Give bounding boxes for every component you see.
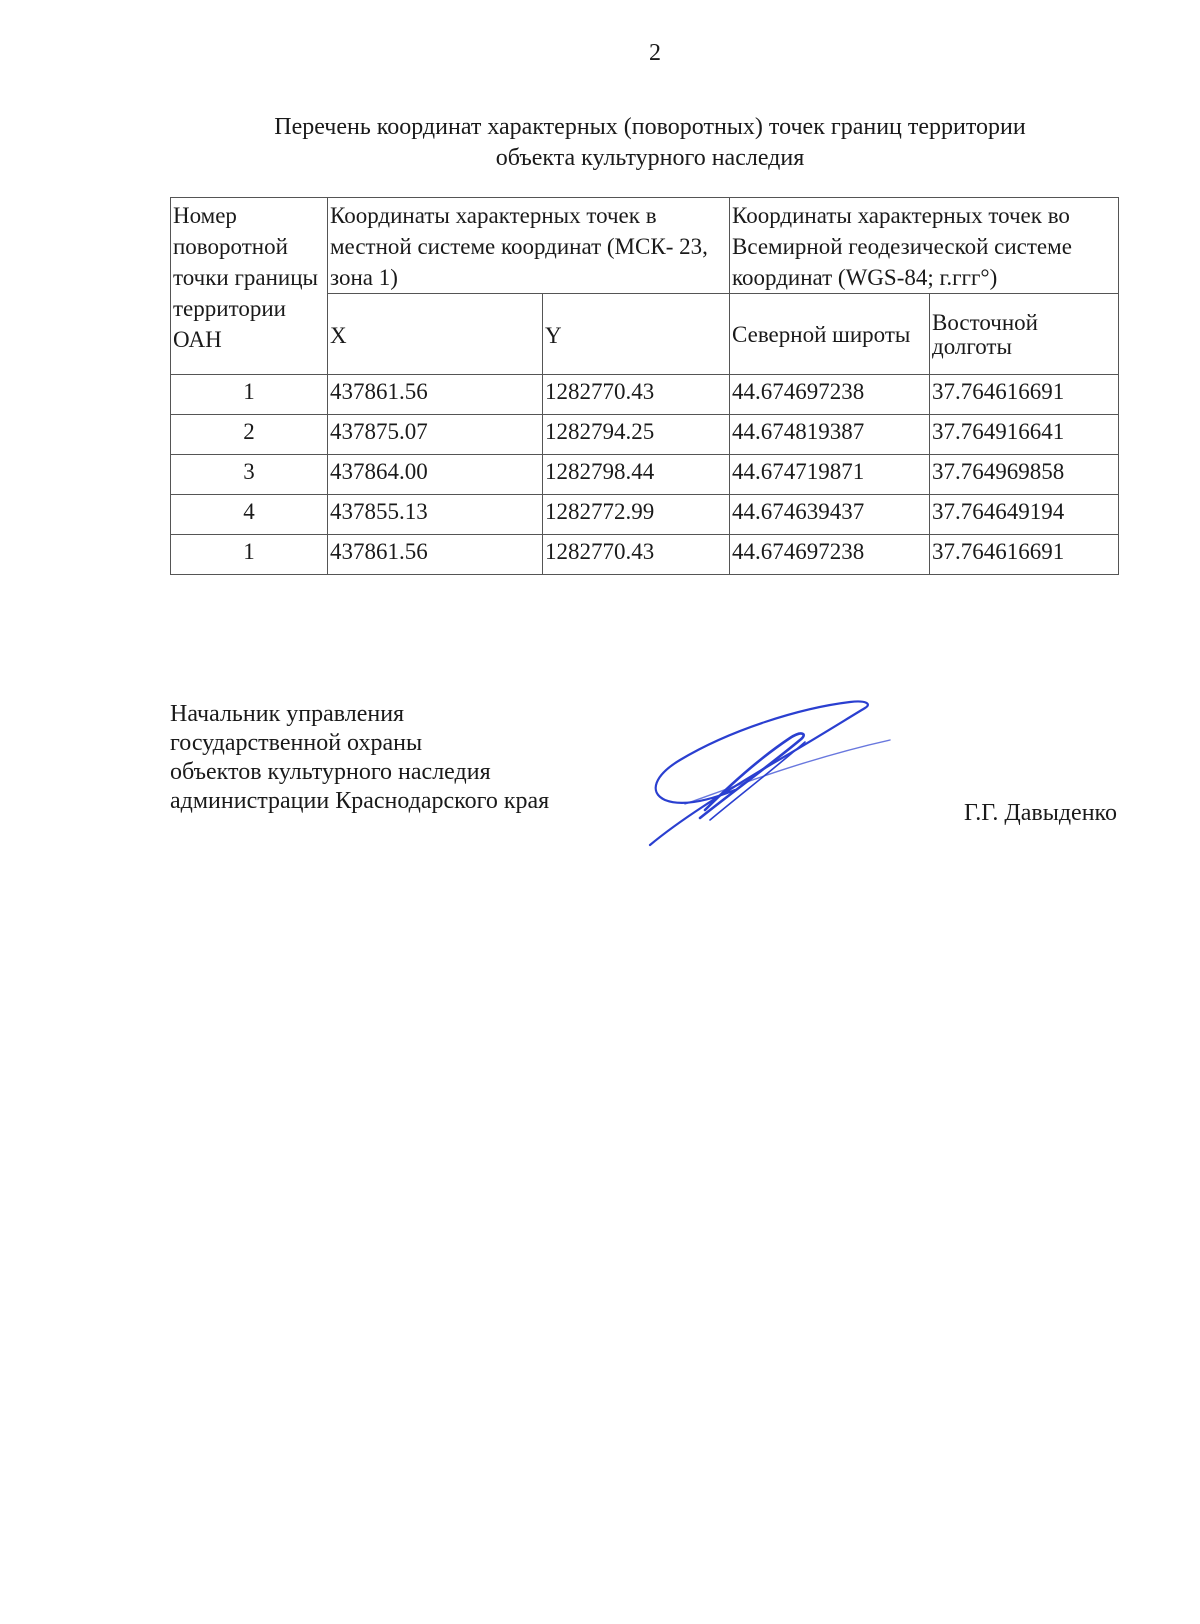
- cell-longitude: 37.764616691: [930, 375, 1119, 415]
- cell-point-number: 3: [171, 455, 328, 495]
- signatory-position-line: Начальник управления: [170, 701, 405, 727]
- signatory-name: Г.Г. Давыденко: [964, 800, 1117, 826]
- table-row: [171, 535, 1119, 575]
- cell-point-number: 1: [171, 535, 328, 575]
- table-row: [171, 495, 1119, 535]
- table-row: [171, 415, 1119, 455]
- cell-longitude: 37.764649194: [930, 495, 1119, 535]
- header-wgs-coordinates: Координаты характерных точек во Всемирной геодезической системе координат (WGS-84; г.ггг°): [730, 198, 1119, 294]
- handwritten-signature-icon: [640, 700, 940, 850]
- header-y: Y: [543, 294, 730, 375]
- cell-latitude: 44.674697238: [730, 535, 930, 575]
- cell-point-number: 2: [171, 415, 328, 455]
- cell-y: 1282798.44: [543, 455, 730, 495]
- header-x: X: [328, 294, 543, 375]
- cell-latitude: 44.674819387: [730, 415, 930, 455]
- cell-latitude: 44.674719871: [730, 455, 930, 495]
- cell-longitude: 37.764616691: [930, 535, 1119, 575]
- cell-longitude: 37.764916641: [930, 415, 1119, 455]
- cell-y: 1282772.99: [543, 495, 730, 535]
- header-local-coordinates: Координаты характерных точек в местной системе координат (МСК- 23, зона 1): [328, 198, 730, 294]
- header-east-longitude: Восточной долготы: [930, 294, 1119, 375]
- cell-y: 1282794.25: [543, 415, 730, 455]
- table-row: [171, 455, 1119, 495]
- cell-y: 1282770.43: [543, 375, 730, 415]
- cell-x: 437855.13: [328, 495, 543, 535]
- signatory-position: [170, 700, 549, 816]
- cell-point-number: 1: [171, 375, 328, 415]
- table-row: [171, 375, 1119, 415]
- header-north-latitude: Северной широты: [730, 294, 930, 375]
- cell-x: 437861.56: [328, 535, 543, 575]
- coordinates-table: [170, 197, 1119, 575]
- cell-latitude: 44.674697238: [730, 375, 930, 415]
- cell-latitude: 44.674639437: [730, 495, 930, 535]
- cell-y: 1282770.43: [543, 535, 730, 575]
- header-point-number: Номер поворотной точки границы территории ОАН: [171, 198, 328, 375]
- table-header-row: [171, 198, 1119, 294]
- cell-x: 437864.00: [328, 455, 543, 495]
- document-title: [170, 112, 1130, 174]
- cell-x: 437861.56: [328, 375, 543, 415]
- cell-longitude: 37.764969858: [930, 455, 1119, 495]
- signatory-position-line: администрации Краснодарского края: [170, 788, 550, 814]
- cell-x: 437875.07: [328, 415, 543, 455]
- signatory-position-line: государственной охраны: [170, 730, 423, 756]
- document-title-line-2: объекта культурного наследия: [495, 145, 805, 171]
- signatory-position-line: объектов культурного наследия: [170, 759, 491, 785]
- document-title-line-1: Перечень координат характерных (поворотных) точек границ территории: [274, 114, 1026, 140]
- cell-point-number: 4: [171, 495, 328, 535]
- page-number: 2: [649, 40, 661, 66]
